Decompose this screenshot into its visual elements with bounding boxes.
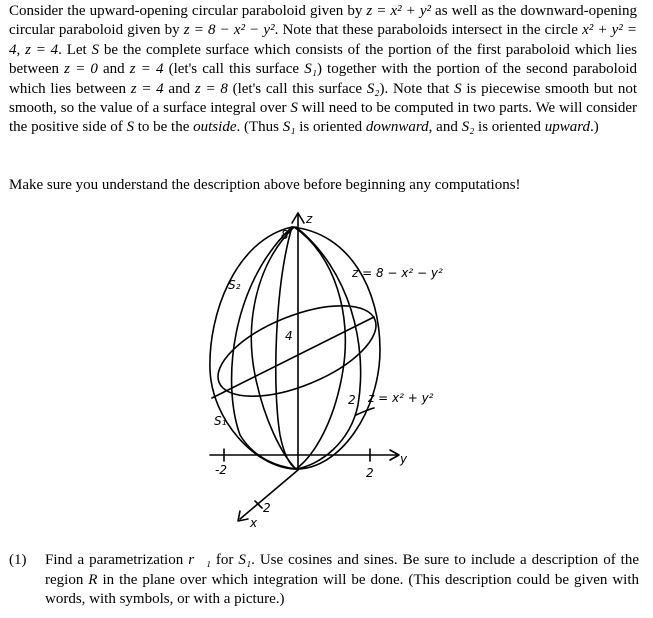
math-expr: S	[91, 41, 100, 58]
upper-equation: z = 8 − x² − y²	[352, 266, 443, 280]
intro-text: be the complete surface which consists of the portion of the first paraboloid which lies between	[9, 41, 637, 78]
math-expr: S₁	[238, 552, 252, 568]
intro-text: (let's call this surface	[227, 80, 367, 97]
intro-text: as well as the downward-opening circular paraboloid given by	[9, 3, 637, 39]
intro-text: ) together with the portion of the second paraboloid which lies between	[9, 61, 637, 97]
tick-label-neg2: -2	[215, 463, 227, 477]
y-axis-label: y	[400, 452, 408, 466]
tick-label-pos2: 2	[366, 466, 374, 480]
math-expr: S	[454, 80, 462, 97]
intro-text: . Note that these paraboloids intersect in the circle	[274, 22, 583, 39]
intro-text: ). Note that	[379, 80, 455, 97]
intro-text: Consider the upward-opening circular paraboloid given by	[9, 3, 367, 19]
question-1	[9, 551, 639, 610]
intro-text: and	[97, 61, 130, 78]
circle-label: 2	[348, 393, 356, 407]
z-axis-label: z	[306, 212, 313, 226]
math-expr: S	[290, 100, 298, 117]
intro-text: . (Thus	[236, 119, 283, 136]
tick-label-x2: 2	[263, 501, 271, 515]
note-paragraph: Make sure you understand the description above before beginning any computations!	[9, 177, 521, 193]
question-number: (1)	[9, 552, 27, 568]
intro-text: is piecewise smooth but not smooth, so the value of a surface integral over	[9, 80, 638, 117]
question-text	[45, 551, 639, 610]
emphasis-text: outside	[193, 119, 237, 136]
intro-text: .)	[590, 119, 599, 136]
question-text-part: in the plane over which integration will be done. (This description could be given with words, with symbols, or with a picture.)	[45, 571, 639, 608]
question-text-part: . Use cosines and sines. Be sure to include a description of the region	[45, 552, 639, 588]
math-expr: S₂	[366, 80, 380, 97]
label-4: 4	[285, 329, 293, 343]
paraboloid-sketch	[160, 205, 460, 535]
math-expr: z = 8	[194, 80, 228, 97]
x-axis-label: x	[250, 516, 258, 530]
emphasis-text: upward	[544, 119, 590, 136]
intro-text: will need to be computed in two parts. We will consider the positive side of	[9, 100, 637, 136]
label-8: 8	[281, 228, 289, 242]
math-expr: x² + y² = 4, z = 4	[9, 22, 638, 58]
math-expr: z = x² + y²	[366, 3, 431, 19]
s1-label: S₁	[214, 414, 227, 428]
math-expr: z = 8 − x² − y²	[183, 22, 275, 39]
intro-text: , and	[428, 119, 462, 136]
intro-text: to be the	[133, 119, 194, 136]
question-text-part: Find a parametrization	[45, 552, 189, 568]
math-expr: R	[88, 571, 98, 588]
math-expr: z = 4	[130, 80, 164, 97]
intro-text: . Let	[58, 41, 92, 58]
meridian-curve	[276, 227, 296, 469]
meridian-curve	[294, 227, 345, 469]
math-expr: z = 0	[64, 61, 98, 78]
math-expr: z = 4	[129, 61, 164, 78]
intro-text: (let's call this surface	[163, 61, 305, 78]
intro-text: is oriented	[474, 119, 545, 136]
meridian-curve	[296, 227, 361, 469]
math-expr: S	[126, 119, 134, 136]
lower-equation: z = x² + y²	[368, 391, 434, 405]
intro-paragraph	[9, 2, 637, 138]
question-text-part: for	[210, 552, 239, 568]
math-expr: S₂	[461, 119, 475, 136]
meridian-curve	[251, 227, 296, 469]
intro-text: is oriented	[295, 119, 366, 136]
math-expr: r⃗₁	[188, 552, 211, 568]
math-expr: S₁	[282, 119, 296, 136]
emphasis-text: downward	[365, 119, 429, 136]
intro-text: and	[163, 80, 195, 97]
s2-label: S₂	[228, 278, 241, 292]
math-expr: S₁	[304, 61, 317, 78]
